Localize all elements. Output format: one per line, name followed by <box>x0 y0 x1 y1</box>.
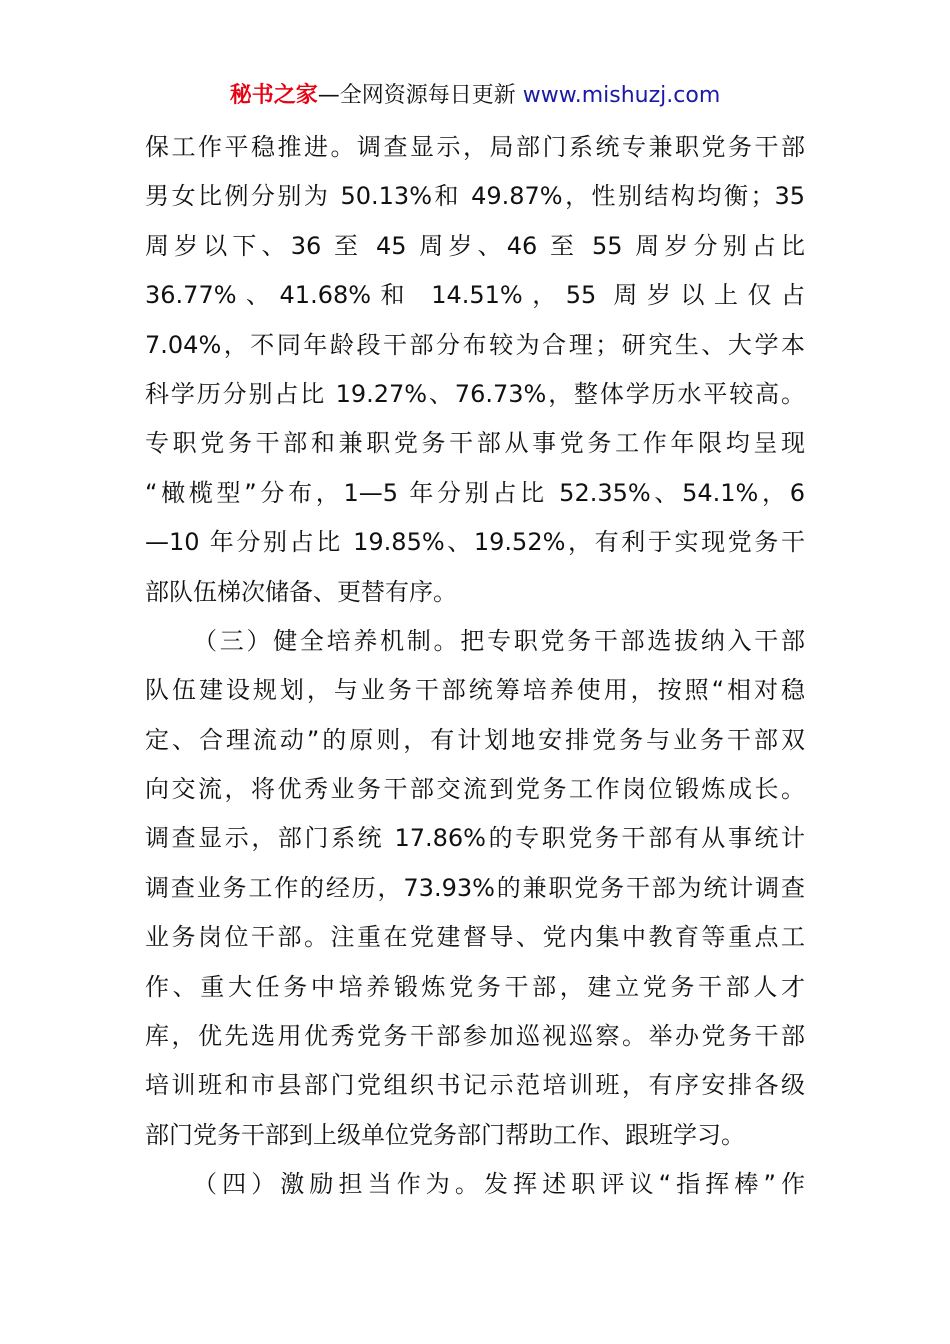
brand-name: 秘书之家 <box>229 83 318 108</box>
text-line: 向交流，将优秀业务干部交流到党务工作岗位锻炼成长。 <box>145 775 805 804</box>
text-line: 周岁以下、36 至 45 周岁、46 至 55 周岁分别占比 <box>145 231 805 260</box>
text-line: 调查业务工作的经历，73.93%的兼职党务干部为统计调查 <box>145 873 805 902</box>
site-header <box>0 78 950 114</box>
site-url-link[interactable]: www.mishuzj.com <box>522 83 721 108</box>
text-line: 队伍建设规划，与业务干部统筹培养使用，按照“相对稳 <box>145 676 805 705</box>
text-line: 部门党务干部到上级单位党务部门帮助工作、跟班学习。 <box>145 1120 745 1149</box>
text-line: 36.77%、41.68%和 14.51%，55 周岁以上仅占 <box>145 281 805 310</box>
text-line: 调查显示，部门系统 17.86%的专职党务干部有从事统计 <box>145 824 805 853</box>
text-line: 业务岗位干部。注重在党建督导、党内集中教育等重点工 <box>145 923 805 952</box>
text-line: 7.04%，不同年龄段干部分布较为合理；研究生、大学本 <box>145 330 805 359</box>
document-body <box>145 123 805 1210</box>
text-line: 培训班和市县部门党组织书记示范培训班，有序安排各级 <box>145 1071 805 1100</box>
text-line: 男女比例分别为 50.13%和 49.87%，性别结构均衡；35 <box>145 182 805 211</box>
text-line: 作、重大任务中培养锻炼党务干部，建立党务干部人才 <box>145 972 805 1001</box>
text-line: 专职党务干部和兼职党务干部从事党务工作年限均呈现 <box>145 429 805 458</box>
text-line: 定、合理流动”的原则，有计划地安排党务与业务干部双 <box>145 725 805 754</box>
header-tagline: —全网资源每日更新 <box>317 83 523 108</box>
text-line: 保工作平稳推进。调查显示，局部门系统专兼职党务干部 <box>145 133 805 161</box>
text-line: 科学历分别占比 19.27%、76.73%，整体学历水平较高。 <box>145 379 805 408</box>
section-heading-line: （三）健全培养机制。把专职党务干部选拔纳入干部 <box>193 626 805 655</box>
section-heading-line: （四）激励担当作为。发挥述职评议“指挥棒”作 <box>193 1170 805 1199</box>
text-line: 库，优先选用优秀党务干部参加巡视巡察。举办党务干部 <box>145 1022 805 1051</box>
text-line: 部队伍梯次储备、更替有序。 <box>145 577 457 606</box>
text-line: —10 年分别占比 19.85%、19.52%，有利于实现党务干 <box>145 528 805 557</box>
text-line: “橄榄型”分布，1—5 年分别占比 52.35%、54.1%，6 <box>145 478 805 507</box>
